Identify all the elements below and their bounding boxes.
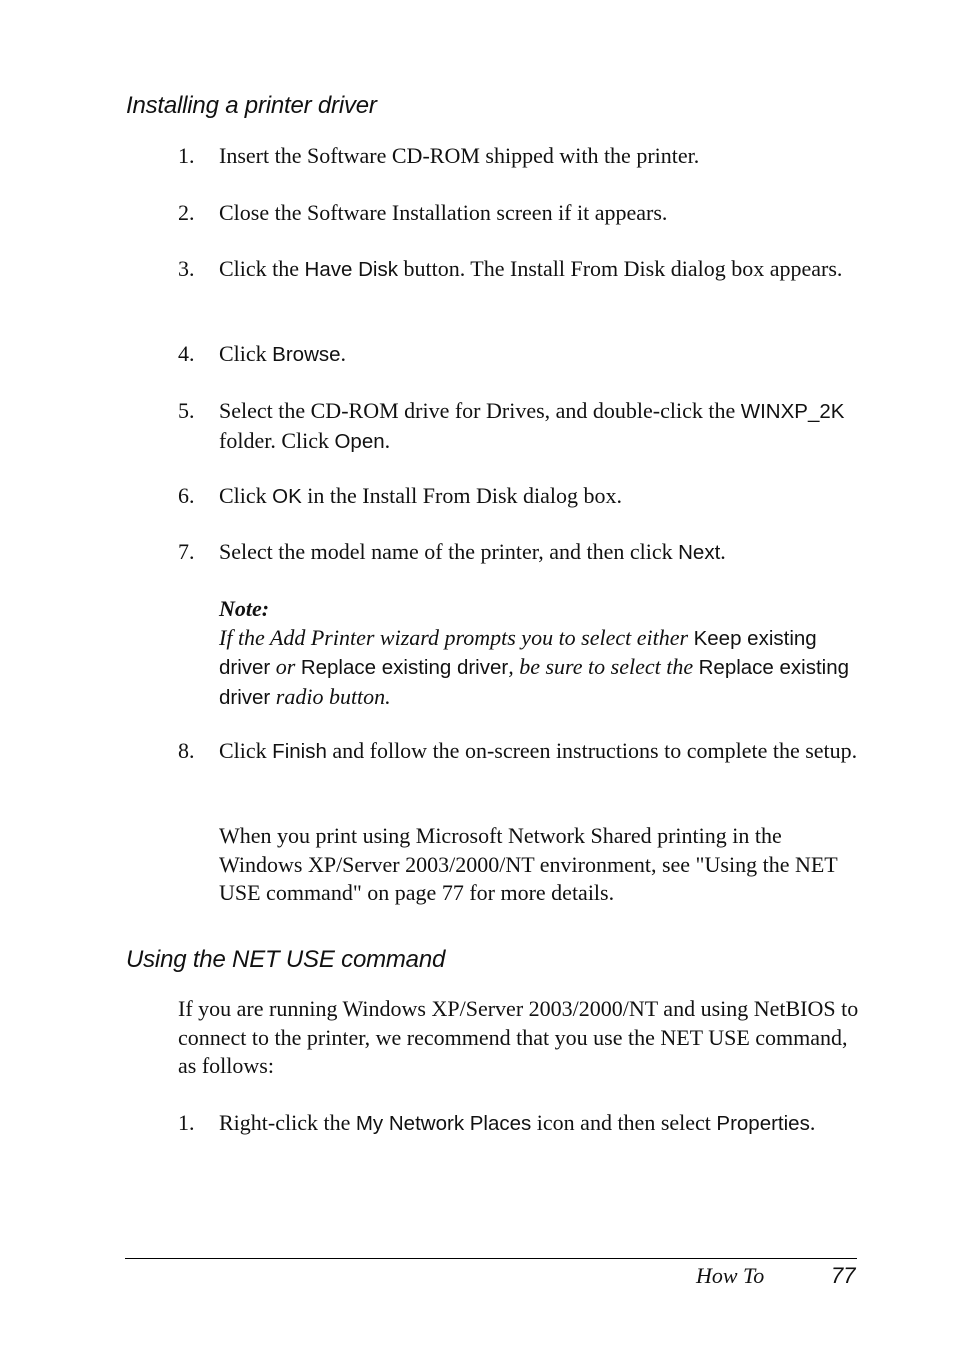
step-number: 1.	[178, 1110, 195, 1135]
step-text: Close the Software Installation screen if it appears.	[219, 200, 668, 225]
note-text: If the Add Printer wizard prompts you to select either Keep existing driver or Replace existing driver, be sure to select the Replace existing driver radio button.	[219, 624, 850, 709]
step-text: Click OK in the Install From Disk dialog box.	[219, 483, 622, 508]
ui-term-replace-existing: Replace existing driver	[300, 656, 509, 679]
ui-term-my-network-places: My Network Places	[355, 1112, 532, 1135]
intro-paragraph: If you are running Windows XP/Server 2003/2000/NT and using NetBIOS to connect to the printer, we recommend that you use the NET USE command, as follows:	[178, 996, 859, 1078]
step-number: 1.	[178, 143, 195, 168]
section-heading-net-use: Using the NET USE command	[126, 946, 446, 973]
ui-term-ok: OK	[272, 485, 302, 508]
ui-term-replace-existing-2: Replace existing driver	[219, 656, 850, 709]
step-number: 6.	[178, 483, 195, 508]
step-text: Click the Have Disk button. The Install From Disk dialog box appears.	[219, 256, 843, 281]
step-number: 7.	[178, 539, 195, 564]
ui-term-finish: Finish	[272, 740, 327, 763]
section-heading-installing: Installing a printer driver	[126, 92, 377, 119]
ui-term-next: Next	[678, 541, 721, 564]
note-title: Note:	[219, 596, 270, 621]
after-text: When you print using Microsoft Network Shared printing in the Windows XP/Server 2003/2000/NT environment, see "Using the NET USE command" on page 77 for more details.	[219, 823, 838, 905]
ui-term-browse: Browse	[272, 343, 341, 366]
footer-section-name: How To	[696, 1263, 765, 1288]
step-text: Click Finish and follow the on-screen instructions to complete the setup.	[219, 738, 858, 763]
note-block	[219, 595, 869, 712]
step-number: 4.	[178, 341, 195, 366]
step-number: 5.	[178, 398, 195, 423]
ui-term-have-disk: Have Disk	[304, 258, 398, 281]
step-number: 3.	[178, 256, 195, 281]
page-number: 77	[831, 1263, 856, 1288]
ui-term-properties: Properties	[716, 1112, 810, 1135]
ui-term-winxp: WINXP_2K	[740, 400, 845, 423]
footer-rule	[125, 1258, 857, 1259]
step-text: Select the CD-ROM drive for Drives, and double-click the WINXP_2K folder. Click Open.	[219, 398, 845, 453]
step-text: Right-click the My Network Places icon and then select Properties.	[219, 1110, 816, 1135]
step-number: 2.	[178, 200, 195, 225]
step-text: Select the model name of the printer, and then click Next.	[219, 539, 726, 564]
ui-term-keep-existing: Keep existing driver	[219, 626, 817, 679]
step-number: 8.	[178, 738, 195, 763]
step-text: Click Browse.	[219, 341, 347, 366]
ui-term-open: Open	[334, 429, 385, 453]
step-text: Insert the Software CD-ROM shipped with the printer.	[219, 143, 700, 168]
